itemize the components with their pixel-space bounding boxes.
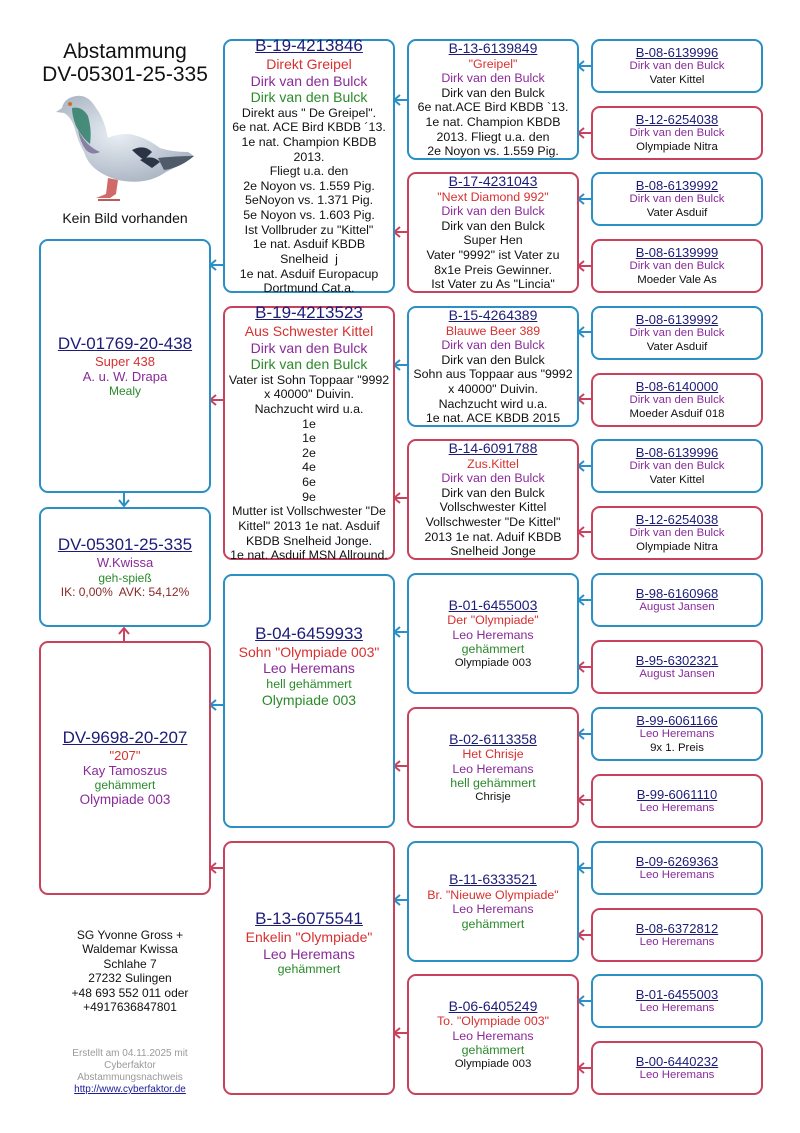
ff-note: Direkt aus " De Greipel". xyxy=(241,105,377,120)
gen3-note: Sohn aus Toppaar aus "9992 xyxy=(413,367,573,382)
gen4-card[interactable] xyxy=(591,774,763,828)
ff-note: 2e Noyon vs. 1.559 Pig. xyxy=(243,178,375,193)
gen4-ring[interactable]: B-08-6139992 xyxy=(635,177,719,193)
gen3-ring[interactable]: B-15-4264389 xyxy=(448,307,538,324)
gen4-card[interactable] xyxy=(591,841,763,895)
gen3-card[interactable] xyxy=(407,306,579,427)
fm-note: 9e xyxy=(302,489,316,504)
gen3-name: Blauwe Beer 389 xyxy=(445,323,541,338)
subject-breeder: W.Kwissa xyxy=(96,555,154,571)
father-breeder: A. u. W. Drapa xyxy=(82,368,168,384)
ff-note: Fliegt u.a. den xyxy=(269,164,349,179)
gen3-breeder: Leo Heremans xyxy=(452,627,534,642)
gen4-card[interactable] xyxy=(591,974,763,1028)
gen3-color: hell gehämmert xyxy=(450,776,536,791)
ff-note: 5e Noyon vs. 1.603 Pig. xyxy=(243,208,375,223)
gen4-card[interactable] xyxy=(591,306,763,360)
gen3-name: "Next Diamond 992" xyxy=(437,189,549,204)
gen3-card[interactable] xyxy=(407,841,579,962)
gen3-card[interactable] xyxy=(407,974,579,1095)
gen3-ring[interactable]: B-01-6455003 xyxy=(448,596,538,613)
footer-link[interactable]: http://www.cyberfaktor.de xyxy=(74,1084,186,1095)
fm-note: 2e xyxy=(302,445,316,460)
gen4-note: Vater Asduif xyxy=(646,206,708,219)
gen3-ring[interactable]: B-11-6333521 xyxy=(449,871,537,888)
fm-breeder: Dirk van den Bulck xyxy=(250,339,368,356)
gen4-note: Olympiade Nitra xyxy=(636,540,718,553)
owner-line: Schlahe 7 xyxy=(103,956,157,971)
gen4-breeder: Leo Heremans xyxy=(639,868,715,881)
gen4-breeder: Dirk van den Bulck xyxy=(629,327,725,340)
gen4-card[interactable] xyxy=(591,573,763,627)
footer xyxy=(35,1048,225,1096)
ff-name: Direkt Greipel xyxy=(266,56,352,73)
gen3-note: 6e nat.ACE Bird KBDB `13. xyxy=(417,100,569,115)
fm-note: 6e xyxy=(302,475,316,490)
gen3-note: x 40000" Duivin. xyxy=(448,382,538,397)
gen3-color: gehämmert xyxy=(461,917,525,932)
fm-note: Vater ist Sohn Toppaar "9992 xyxy=(228,372,390,387)
father-name: Super 438 xyxy=(95,353,155,369)
gen3-card[interactable] xyxy=(407,707,579,828)
fm-card[interactable] xyxy=(223,303,395,563)
gen3-ring[interactable]: B-02-6113358 xyxy=(449,730,537,747)
mm-card[interactable] xyxy=(223,841,395,1095)
fm-note: Kittel" 2013 1e nat. Asduif xyxy=(238,518,380,533)
gen3-note: 8x1e Preis Gewinner. xyxy=(434,262,552,277)
gen3-breeder: Dirk van den Bulck xyxy=(441,204,545,219)
gen4-note: Vater Kittel xyxy=(649,73,705,86)
gen3-breeder: Dirk van den Bulck xyxy=(441,471,545,486)
gen4-breeder: Leo Heremans xyxy=(639,935,715,948)
fm-note: x 40000" Duivin. xyxy=(264,387,354,402)
fm-ring[interactable]: B-19-4213523 xyxy=(255,303,363,323)
gen4-card[interactable] xyxy=(591,439,763,493)
owner-address xyxy=(35,928,225,1014)
ff-ring[interactable]: B-19-4213846 xyxy=(255,36,363,56)
gen3-name: Het Chrisje xyxy=(462,747,524,762)
gen4-breeder: Dirk van den Bulck xyxy=(629,60,725,73)
gen4-ring[interactable]: B-00-6440232 xyxy=(635,1053,719,1069)
gen4-breeder: Leo Heremans xyxy=(639,728,715,741)
gen3-note: Ist Vater zu As "Lincia" xyxy=(431,277,555,292)
no-image-label: Kein Bild vorhanden xyxy=(62,210,188,226)
fm-note: KBDB Snelheid Jonge. xyxy=(245,533,373,548)
mf-ring[interactable]: B-04-6459933 xyxy=(255,623,363,643)
gen3-note: Chrisje xyxy=(475,790,511,803)
mother-ring[interactable]: DV-9698-20-207 xyxy=(62,727,188,747)
gen3-ring[interactable]: B-17-4231043 xyxy=(448,173,538,190)
subject-inbreeding: IK: 0,00% AVK: 54,12% xyxy=(60,584,190,599)
gen4-card[interactable] xyxy=(591,39,763,93)
gen4-card[interactable] xyxy=(591,1041,763,1095)
gen3-note: Dirk van den Bulck xyxy=(441,85,545,100)
gen3-note: Dirk van den Bulck xyxy=(441,352,545,367)
gen4-card[interactable] xyxy=(591,239,763,293)
gen4-ring[interactable]: B-08-6139996 xyxy=(635,444,719,460)
ff-owner: Dirk van den Bulck xyxy=(250,89,368,106)
gen4-ring[interactable]: B-95-6302321 xyxy=(635,652,719,668)
fm-name: Aus Schwester Kittel xyxy=(244,323,374,340)
owner-line: 27232 Sulingen xyxy=(88,971,172,986)
title-label: Abstammung xyxy=(63,40,187,63)
ff-card[interactable] xyxy=(223,36,395,296)
mf-color: hell gehämmert xyxy=(266,676,352,691)
gen3-note: Vollschwester "De Kittel" xyxy=(425,515,561,530)
ff-breeder: Dirk van den Bulck xyxy=(250,72,368,89)
gen4-note: 9x 1. Preis xyxy=(650,741,704,754)
ff-note: Dortmund Cat.a. xyxy=(263,281,355,296)
gen4-card[interactable] xyxy=(591,506,763,560)
gen3-note: Olympiade 003 xyxy=(454,656,532,669)
ff-note: Snelheid j xyxy=(280,251,338,266)
gen3-name: To. "Olympiade 003" xyxy=(436,1014,550,1029)
fm-note: 1e xyxy=(302,416,316,431)
gen4-breeder: August Jansen xyxy=(639,667,715,680)
gen4-note: Vater Kittel xyxy=(649,473,705,486)
gen3-note: Nachzucht wird u.a. xyxy=(438,396,548,411)
gen4-card[interactable] xyxy=(591,373,763,427)
gen3-ring[interactable]: B-06-6405249 xyxy=(448,997,538,1014)
gen3-note: Super Hen xyxy=(463,233,523,248)
gen4-note: Moeder Asduif 018 xyxy=(629,407,725,420)
gen4-breeder: Leo Heremans xyxy=(639,801,715,814)
gen4-card[interactable] xyxy=(591,640,763,694)
mother-color: gehämmert xyxy=(94,778,156,793)
gen4-ring[interactable]: B-08-6140000 xyxy=(635,378,719,394)
gen3-name: Der "Olympiade" xyxy=(447,613,539,628)
mf-card[interactable] xyxy=(223,574,395,828)
gen4-note: Moeder Vale As xyxy=(637,273,717,286)
mf-breeder: Leo Heremans xyxy=(263,660,355,677)
gen4-breeder: Dirk van den Bulck xyxy=(629,260,725,273)
gen4-card[interactable] xyxy=(591,707,763,761)
gen4-ring[interactable]: B-09-6269363 xyxy=(635,853,719,869)
owner-line: +48 693 552 011 oder xyxy=(71,985,189,1000)
gen3-note: 1e nat. ACE KBDB 2015 xyxy=(425,411,561,426)
gen4-breeder: Dirk van den Bulck xyxy=(629,394,725,407)
owner-line: SG Yvonne Gross + xyxy=(76,928,184,942)
gen4-note: Olympiade Nitra xyxy=(636,140,718,153)
owner-line: Waldemar Kwissa xyxy=(82,942,178,957)
subject-card[interactable] xyxy=(39,507,211,627)
gen3-card[interactable] xyxy=(407,39,579,160)
gen4-ring[interactable]: B-08-6139992 xyxy=(635,311,719,327)
mother-remark: Olympiade 003 xyxy=(79,792,171,808)
gen3-note: Dirk van den Bulck xyxy=(441,485,545,500)
gen4-breeder: Dirk van den Bulck xyxy=(629,193,725,206)
father-color: Mealy xyxy=(108,384,141,399)
gen3-note: Vollschwester Kittel xyxy=(439,500,547,515)
gen3-note: 1e nat. Champion KBDB xyxy=(425,115,561,130)
pigeon-image xyxy=(48,86,198,204)
gen3-card[interactable] xyxy=(407,172,579,293)
gen3-name: "Greipel" xyxy=(468,56,518,71)
mother-name: "207" xyxy=(109,747,141,763)
fm-note: Nachzucht wird u.a. xyxy=(254,401,364,416)
owner-line: +4917636847801 xyxy=(83,999,177,1014)
footer-created: Erstellt am 04.11.2025 mit xyxy=(72,1048,188,1059)
gen4-ring[interactable]: B-12-6254038 xyxy=(635,111,719,127)
gen3-color: gehämmert xyxy=(461,1043,525,1058)
ff-note: Ist Vollbruder zu "Kittel" xyxy=(244,222,374,237)
gen3-color: gehämmert xyxy=(461,642,525,657)
father-card[interactable] xyxy=(39,239,211,493)
mf-name: Sohn "Olympiade 003" xyxy=(238,643,380,660)
fm-note: 4e xyxy=(302,460,316,475)
ff-note: 5eNoyon vs. 1.371 Pig. xyxy=(244,193,374,208)
gen4-ring[interactable]: B-08-6139999 xyxy=(635,244,719,260)
gen4-ring[interactable]: B-99-6061110 xyxy=(636,786,718,802)
gen3-note: Vater "9992" ist Vater zu xyxy=(426,248,560,263)
mm-ring[interactable]: B-13-6075541 xyxy=(255,909,363,929)
gen4-breeder: August Jansen xyxy=(639,600,715,613)
subject-color: geh-spieß xyxy=(98,570,152,585)
gen4-breeder: Leo Heremans xyxy=(639,1001,715,1014)
gen3-name: Zus.Kittel xyxy=(467,456,519,471)
fm-note: 1e xyxy=(302,431,316,446)
mm-breeder: Leo Heremans xyxy=(263,945,355,962)
gen3-note: Snelheid Jonge xyxy=(450,544,536,559)
gen4-breeder: Dirk van den Bulck xyxy=(629,460,725,473)
ff-note: 6e nat. ACE Bird KBDB ´13. xyxy=(232,120,386,135)
gen3-breeder: Leo Heremans xyxy=(452,902,534,917)
gen3-note: Olympiade 003 xyxy=(454,1057,532,1070)
footer-software-2: Abstammungsnachweis xyxy=(77,1072,183,1083)
ff-note: 1e nat. Champion KBDB xyxy=(241,134,377,149)
gen4-ring[interactable]: B-99-6061166 xyxy=(636,712,718,728)
gen3-note: 2013. Fliegt u.a. den xyxy=(436,129,550,144)
gen3-breeder: Dirk van den Bulck xyxy=(441,71,545,86)
fm-note: Mutter ist Vollschwester "De xyxy=(232,504,386,519)
gen3-note: 2013 1e nat. Aduif KBDB xyxy=(424,529,562,544)
gen4-ring[interactable]: B-08-6372812 xyxy=(635,920,719,936)
ff-note: 2013. xyxy=(293,149,325,164)
gen3-ring[interactable]: B-14-6091788 xyxy=(448,440,538,457)
gen4-ring[interactable]: B-12-6254038 xyxy=(635,511,719,527)
mm-color: gehämmert xyxy=(277,962,341,977)
page-title xyxy=(30,40,220,86)
title-ring: DV-05301-25-335 xyxy=(42,63,208,87)
gen4-card[interactable] xyxy=(591,106,763,160)
gen3-card[interactable] xyxy=(407,439,579,560)
footer-software: Cyberfaktor xyxy=(104,1060,156,1071)
father-ring[interactable]: DV-01769-20-438 xyxy=(57,333,193,353)
ff-note: 1e nat. Asduif KBDB xyxy=(252,237,366,252)
mm-name: Enkelin "Olympiade" xyxy=(245,929,373,946)
gen3-breeder: Leo Heremans xyxy=(452,1028,534,1043)
gen3-card[interactable] xyxy=(407,573,579,694)
gen3-note: 2e Noyon vs. 1.559 Pig. xyxy=(427,144,559,159)
gen4-card[interactable] xyxy=(591,908,763,962)
mother-card[interactable] xyxy=(39,641,211,895)
gen4-note: Vater Asduif xyxy=(646,340,708,353)
subject-ring[interactable]: DV-05301-25-335 xyxy=(57,535,193,555)
gen4-breeder: Dirk van den Bulck xyxy=(629,127,725,140)
gen3-name: Br. "Nieuwe Olympiade" xyxy=(427,887,559,902)
mf-remark: Olympiade 003 xyxy=(261,691,357,708)
gen3-breeder: Dirk van den Bulck xyxy=(441,338,545,353)
mother-breeder: Kay Tamoszus xyxy=(82,762,168,778)
fm-note: 1e nat. Asduif MSN Allround. xyxy=(230,548,388,563)
gen3-ring[interactable]: B-13-6139849 xyxy=(448,40,538,57)
gen3-breeder: Leo Heremans xyxy=(452,761,534,776)
gen4-card[interactable] xyxy=(591,172,763,226)
gen4-ring[interactable]: B-01-6455003 xyxy=(635,986,719,1002)
gen4-ring[interactable]: B-98-6160968 xyxy=(635,585,719,601)
ff-note: 1e nat. Asduif Europacup xyxy=(239,266,379,281)
gen4-ring[interactable]: B-08-6139996 xyxy=(635,44,719,60)
gen3-note: Dirk van den Bulck xyxy=(441,218,545,233)
gen4-breeder: Leo Heremans xyxy=(639,1068,715,1081)
fm-owner: Dirk van den Bulck xyxy=(250,356,368,373)
gen4-breeder: Dirk van den Bulck xyxy=(629,527,725,540)
